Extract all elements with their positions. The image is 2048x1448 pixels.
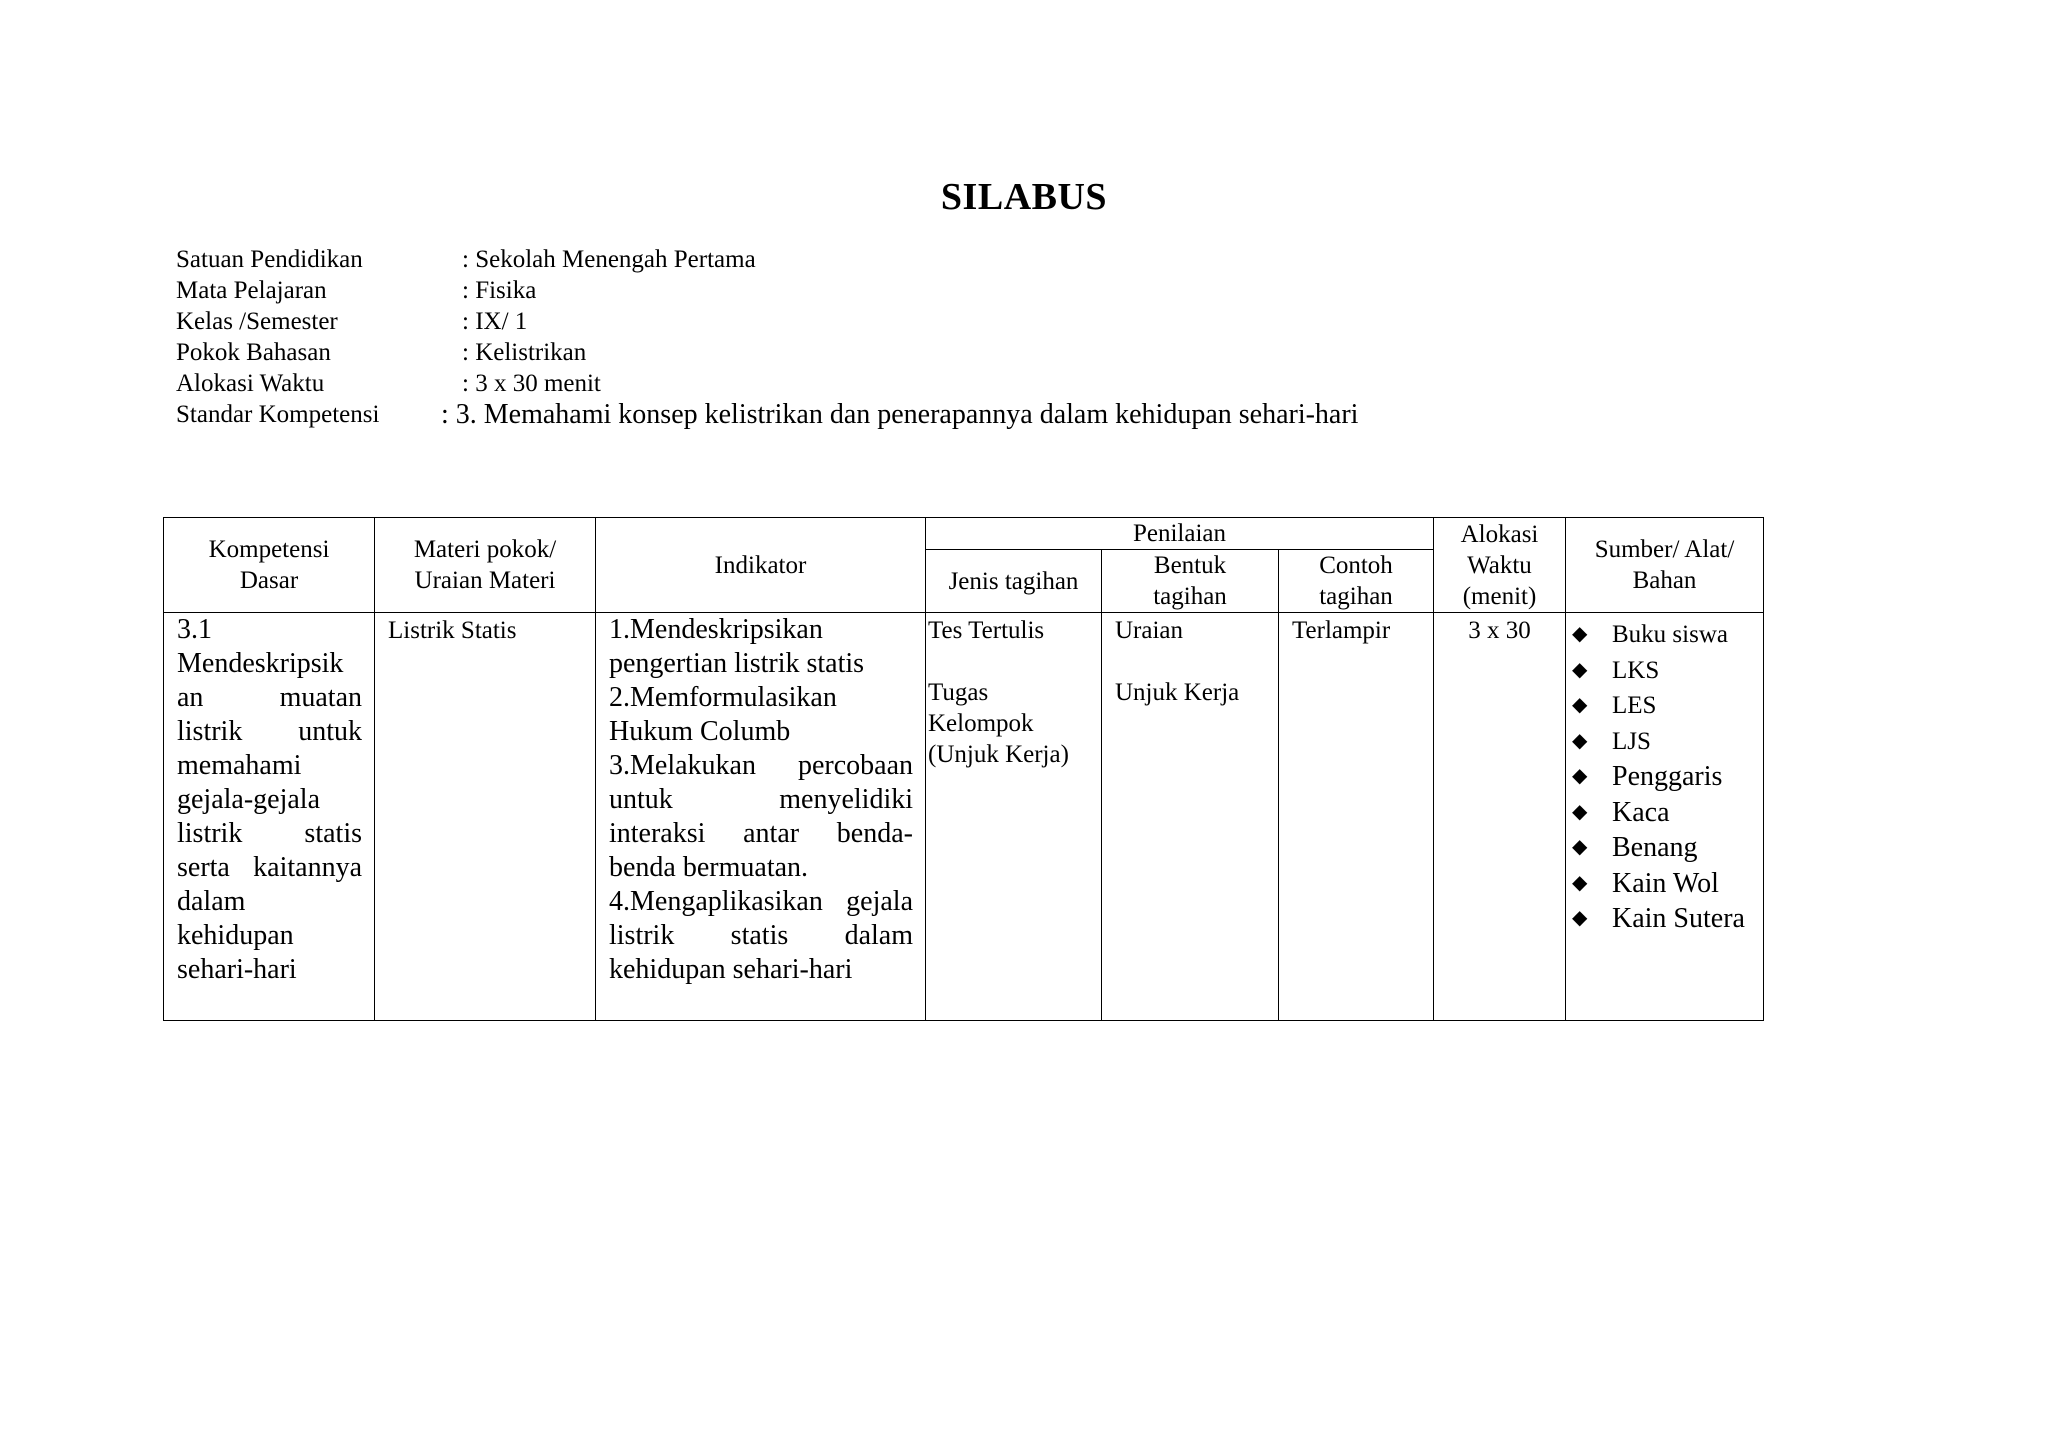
indikator-line: pengertian listrik statis: [609, 648, 865, 679]
sumber-item-label: Benang: [1612, 832, 1698, 863]
kompetensi-line: an muatan: [177, 682, 362, 713]
info-row-pokok: [176, 337, 1358, 368]
diamond-bullet-icon: ◆: [1572, 765, 1588, 787]
diamond-bullet-icon: ◆: [1572, 658, 1588, 681]
sumber-item-label: Kaca: [1612, 796, 1670, 828]
list-item: [1572, 901, 1763, 937]
diamond-bullet-icon: ◆: [1572, 836, 1588, 858]
kompetensi-line: listrik untuk: [177, 716, 362, 747]
kompetensi-line: listrik statis: [177, 818, 362, 849]
kompetensi-line: 3.1: [177, 614, 212, 645]
info-label: Alokasi Waktu: [176, 370, 325, 397]
header-text: Uraian Materi: [414, 567, 556, 594]
indikator-cell: [596, 613, 926, 1021]
indikator-line: 4.Mengaplikasikan gejala: [609, 886, 913, 917]
info-label: Satuan Pendidikan: [176, 246, 363, 273]
header-text: Bahan: [1632, 567, 1697, 594]
info-row-standar: [176, 399, 1358, 430]
header-text: Materi pokok/: [413, 536, 557, 563]
info-label: Pokok Bahasan: [176, 339, 331, 366]
kompetensi-cell: [164, 613, 375, 1021]
sumber-item-label: Buku siswa: [1612, 621, 1728, 648]
sumber-cell: [1566, 613, 1764, 1021]
kompetensi-line: dalam: [177, 886, 246, 917]
list-item: [1572, 653, 1763, 689]
info-value: : Fisika: [462, 277, 537, 304]
indikator-line: kehidupan sehari-hari: [609, 954, 853, 985]
header-text: (menit): [1462, 582, 1537, 610]
sumber-item-label: Kain Wol: [1612, 867, 1719, 899]
list-item: [1572, 617, 1763, 653]
bentuk-tagihan-cell: [1102, 613, 1279, 1021]
contoh-tagihan-cell: Terlampir: [1279, 613, 1434, 1021]
info-row-mapel: [176, 275, 1358, 306]
header-jenis: Jenis tagihan: [926, 550, 1102, 613]
info-value: : Kelistrikan: [462, 339, 587, 366]
header-text: tagihan: [1153, 583, 1227, 610]
kompetensi-line: serta kaitannya: [177, 852, 362, 883]
diamond-bullet-icon: ◆: [1572, 694, 1588, 716]
sumber-item-label: LES: [1612, 692, 1657, 719]
header-text: Kompetensi: [208, 536, 330, 563]
spacer: [928, 646, 1101, 677]
info-label: Standar Kompetensi: [176, 401, 380, 428]
info-value: : Sekolah Menengah Pertama: [462, 246, 756, 273]
list-item: [1572, 759, 1763, 795]
document-title: SILABUS: [940, 176, 1108, 218]
jenis-tagihan-item: (Unjuk Kerja): [928, 741, 1069, 768]
info-row-alokasi: [176, 368, 1358, 399]
header-text: Alokasi: [1460, 520, 1539, 548]
bentuk-tagihan-item: Uraian: [1115, 617, 1184, 644]
diamond-bullet-icon: ◆: [1572, 623, 1588, 645]
indikator-line: listrik statis dalam: [609, 920, 913, 951]
indikator-line: interaksi antar benda-: [609, 818, 913, 849]
document-info: [176, 244, 1358, 430]
diamond-bullet-icon: ◆: [1572, 871, 1588, 894]
header-row: [164, 518, 1764, 550]
info-row-kelas: [176, 306, 1358, 337]
indikator-line: 1.Mendeskripsikan: [609, 614, 823, 645]
sumber-list: [1566, 617, 1763, 937]
table-row: [164, 613, 1764, 1021]
header-contoh: [1279, 550, 1434, 613]
kompetensi-line: Mendeskripsik: [177, 648, 344, 679]
header-text: Bentuk: [1153, 552, 1227, 579]
list-item: [1572, 830, 1763, 866]
header-alokasi: [1434, 518, 1566, 613]
jenis-tagihan-cell: [926, 613, 1102, 1021]
header-text: Dasar: [239, 567, 299, 594]
list-item: [1572, 795, 1763, 831]
sumber-item-label: Kain Sutera: [1612, 903, 1745, 934]
jenis-tagihan-item: Tes Tertulis: [928, 617, 1045, 644]
alokasi-waktu-cell: 3 x 30: [1434, 613, 1566, 1021]
info-row-satuan: [176, 244, 1358, 275]
bentuk-tagihan-item: Unjuk Kerja: [1115, 679, 1240, 706]
sumber-item-label: LKS: [1612, 656, 1660, 684]
diamond-bullet-icon: ◆: [1572, 800, 1588, 823]
header-sumber: [1566, 518, 1764, 613]
header-kompetensi: [164, 518, 375, 613]
header-text: tagihan: [1319, 583, 1393, 610]
header-text: Contoh: [1319, 552, 1393, 579]
header-materi: [375, 518, 596, 613]
kompetensi-line: memahami: [177, 750, 302, 781]
indikator-line: untuk menyelidiki: [609, 784, 913, 815]
header-penilaian: Penilaian: [926, 518, 1434, 550]
sumber-item-label: LJS: [1612, 727, 1651, 755]
header-bentuk: [1102, 550, 1279, 613]
jenis-tagihan-item: Tugas: [928, 679, 989, 706]
spacer: [1115, 646, 1278, 677]
list-item: [1572, 866, 1763, 902]
info-value: : IX/ 1: [462, 308, 528, 335]
indikator-line: Hukum Columb: [609, 716, 791, 747]
kompetensi-line: sehari-hari: [177, 954, 297, 985]
header-text: Sumber/ Alat/: [1594, 536, 1735, 563]
info-label: Mata Pelajaran: [176, 277, 327, 304]
kompetensi-line: kehidupan: [177, 920, 294, 951]
info-label: Kelas /Semester: [176, 308, 338, 335]
indikator-line: benda bermuatan.: [609, 852, 809, 883]
diamond-bullet-icon: ◆: [1572, 729, 1588, 752]
kompetensi-line: gejala-gejala: [177, 784, 321, 815]
list-item: [1572, 724, 1763, 760]
list-item: [1572, 688, 1763, 724]
indikator-line: 2.Memformulasikan: [609, 682, 837, 713]
header-indikator: Indikator: [596, 518, 926, 613]
info-value: : 3. Memahami konsep kelistrikan dan penerapannya dalam kehidupan sehari-hari: [441, 399, 1359, 430]
sumber-item-label: Penggaris: [1612, 761, 1723, 792]
header-text: Waktu: [1467, 551, 1532, 579]
info-value: : 3 x 30 menit: [462, 370, 601, 397]
silabus-table: [163, 517, 1764, 1021]
jenis-tagihan-item: Kelompok: [928, 710, 1034, 737]
indikator-line: 3.Melakukan percobaan: [609, 750, 913, 781]
materi-cell: Listrik Statis: [375, 613, 596, 1021]
diamond-bullet-icon: ◆: [1572, 907, 1588, 929]
